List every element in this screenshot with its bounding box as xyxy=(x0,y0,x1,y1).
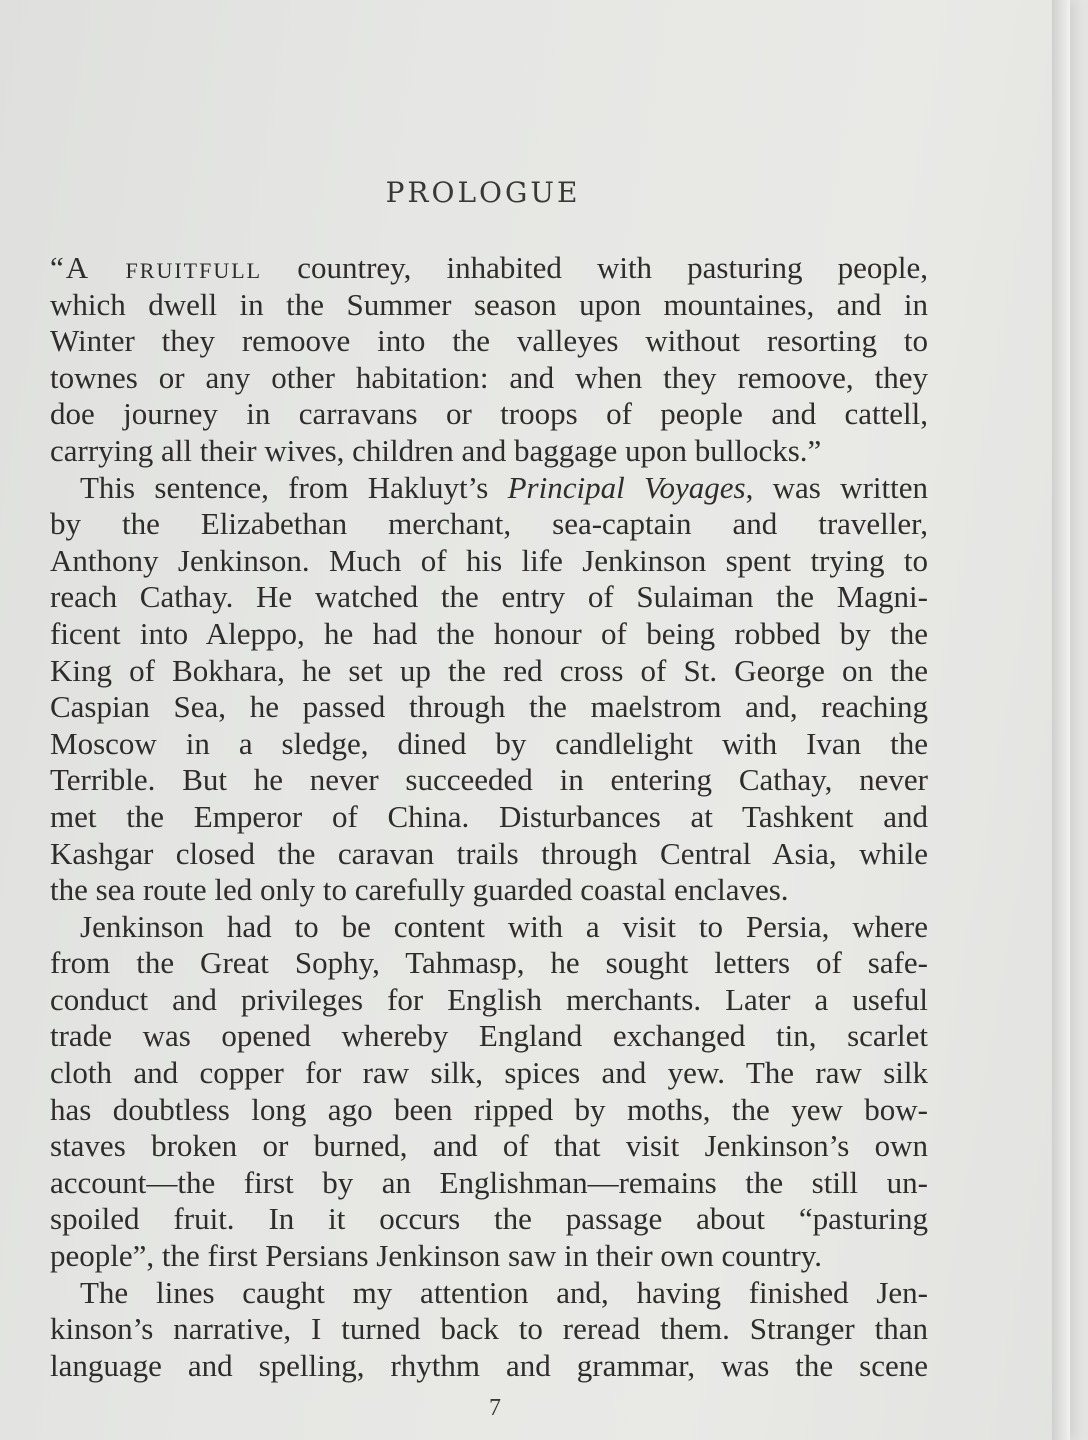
text-line: cloth and copper for raw silk, spices and yew. The raw silk xyxy=(50,1055,928,1091)
text-line: Terrible. But he never succeeded in entering Cathay, never xyxy=(50,762,928,798)
text-line: has doubtless long ago been ripped by moths, the yew bow- xyxy=(50,1091,928,1127)
text-line: the sea route led only to carefully guarded coastal enclaves. xyxy=(50,872,789,908)
text-line: ficent into Aleppo, he had the honour of being robbed by the xyxy=(50,615,928,651)
text-line: The lines caught my attention and, having finished Jen- xyxy=(80,1274,928,1310)
text-line: conduct and privileges for English merchants. Later a useful xyxy=(50,981,928,1017)
text-line: Anthony Jenkinson. Much of his life Jenkinson spent trying to xyxy=(50,542,928,578)
text-line: “A fruitfull countrey, inhabited with pasturing people, xyxy=(50,250,929,285)
lead-in-small-caps: “A fruitfull xyxy=(50,250,263,285)
text-line: King of Bokhara, he set up the red cross of St. George on the xyxy=(50,652,928,688)
text-line: by the Elizabethan merchant, sea-captain and traveller, xyxy=(50,506,928,542)
text-line: from the Great Sophy, Tahmasp, he sought letters of safe- xyxy=(50,945,928,981)
text-line: This sentence, from Hakluyt’s Principal Voyages, was written xyxy=(80,469,928,505)
body-text xyxy=(50,250,928,1384)
text-line: language and spelling, rhythm and grammar, was the scene xyxy=(50,1347,928,1383)
book-title: Principal Voyages xyxy=(507,469,746,505)
text-line: Caspian Sea, he passed through the maelstrom and, reaching xyxy=(50,689,928,725)
chapter-heading: PROLOGUE xyxy=(385,176,581,209)
text-line: which dwell in the Summer season upon mountaines, and in xyxy=(50,286,928,322)
text-line: spoiled fruit. In it occurs the passage about “pasturing xyxy=(50,1201,928,1237)
text-line: Jenkinson had to be content with a visit to Persia, where xyxy=(80,908,928,944)
page-number: 7 xyxy=(489,1395,501,1421)
text-line: reach Cathay. He watched the entry of Sulaiman the Magni- xyxy=(50,579,928,615)
text-line: staves broken or burned, and of that visit Jenkinson’s own xyxy=(50,1128,928,1164)
text-line: Winter they remoove into the valleyes without resorting to xyxy=(50,323,928,359)
text-line: Kashgar closed the caravan trails through Central Asia, while xyxy=(50,835,928,871)
text-line: townes or any other habitation: and when they remoove, they xyxy=(50,359,928,395)
text-line: Moscow in a sledge, dined by candlelight with Ivan the xyxy=(50,725,928,761)
text-line: trade was opened whereby England exchanged tin, scarlet xyxy=(50,1018,928,1054)
text-line: met the Emperor of China. Disturbances at Tashkent and xyxy=(50,798,928,834)
text-line: people”, the first Persians Jenkinson saw in their own country. xyxy=(50,1238,822,1274)
text-line: kinson’s narrative, I turned back to reread them. Stranger than xyxy=(50,1311,928,1347)
text-line: account—the first by an Englishman—remains the still un- xyxy=(50,1164,928,1200)
text-line: carrying all their wives, children and baggage upon bullocks.” xyxy=(50,432,822,468)
text-line: doe journey in carravans or troops of people and cattell, xyxy=(50,396,928,432)
page-edge xyxy=(1052,0,1070,1440)
